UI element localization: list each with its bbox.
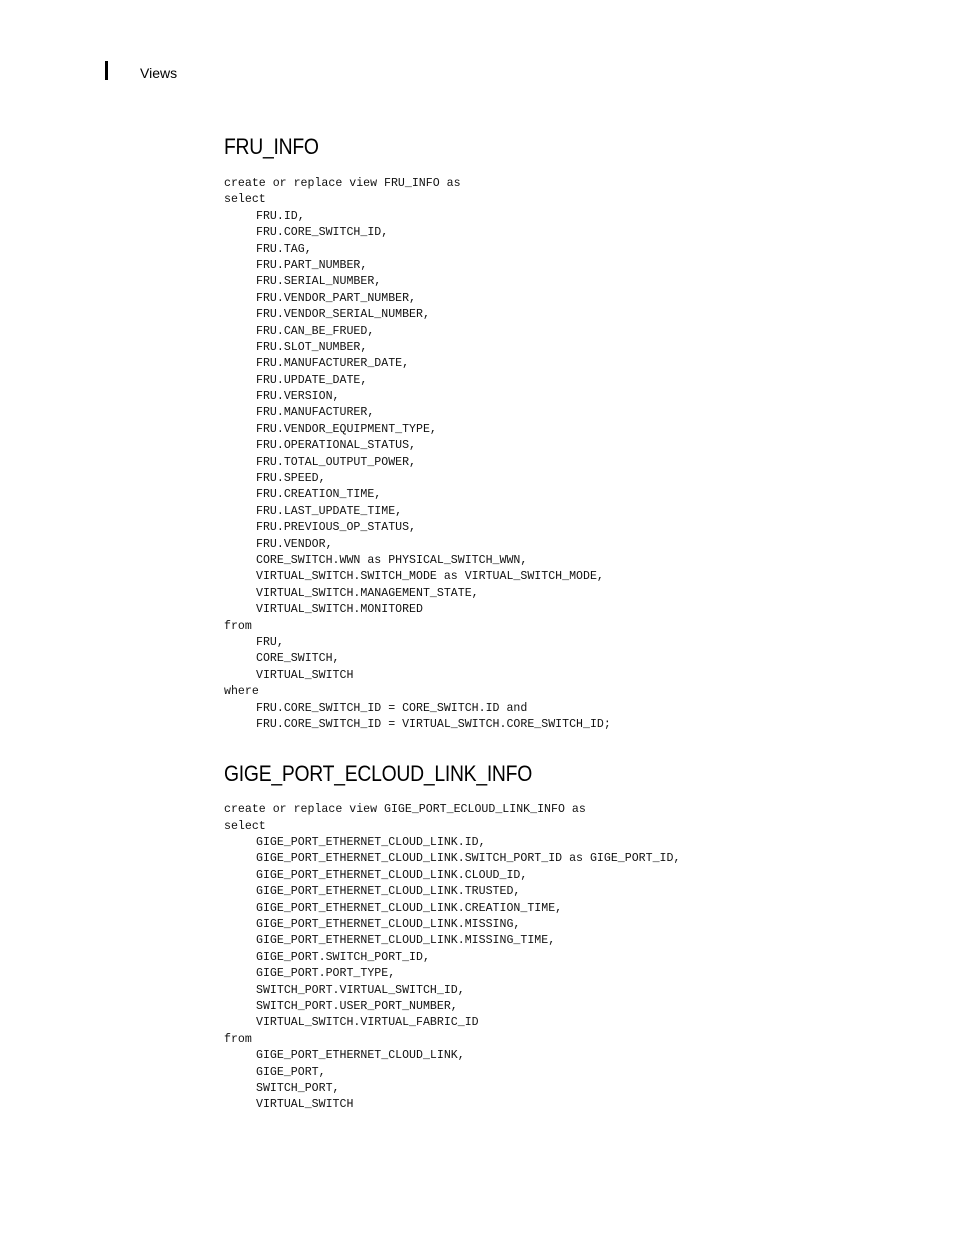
code-line: FRU.ID,	[256, 209, 305, 223]
code-line: FRU.PREVIOUS_OP_STATUS,	[256, 521, 417, 535]
code-line: SWITCH_PORT,	[256, 1081, 340, 1095]
code-line: FRU.CORE_SWITCH_ID = VIRTUAL_SWITCH.CORE_SWITCH_ID;	[256, 717, 611, 731]
code-line: GIGE_PORT_ETHERNET_CLOUD_LINK.MISSING_TIME,	[256, 934, 556, 948]
running-header: Views	[140, 65, 178, 81]
code-line: select	[224, 819, 266, 833]
code-line: FRU.SERIAL_NUMBER,	[256, 275, 382, 289]
code-line: FRU.CORE_SWITCH_ID,	[256, 226, 389, 240]
code-line: GIGE_PORT_ETHERNET_CLOUD_LINK.CLOUD_ID,	[256, 868, 528, 882]
code-line: FRU.TAG,	[256, 242, 312, 256]
code-line: FRU.CAN_BE_FRUED,	[256, 324, 375, 338]
code-line: from	[224, 619, 252, 633]
section-gige-port-ecloud-link-info	[224, 759, 924, 1113]
code-line: FRU.VENDOR_SERIAL_NUMBER,	[256, 308, 430, 322]
sql-code-block	[224, 176, 924, 733]
code-line: VIRTUAL_SWITCH.SWITCH_MODE as VIRTUAL_SWITCH_MODE,	[256, 570, 604, 584]
code-line: GIGE_PORT.SWITCH_PORT_ID,	[256, 950, 430, 964]
code-line: VIRTUAL_SWITCH.MANAGEMENT_STATE,	[256, 586, 479, 600]
code-line: GIGE_PORT,	[256, 1065, 326, 1079]
code-line: FRU.UPDATE_DATE,	[256, 373, 368, 387]
section-fru-info	[224, 132, 924, 733]
code-line: create or replace view FRU_INFO as	[224, 177, 461, 190]
code-line: from	[224, 1032, 252, 1046]
code-line: FRU.VERSION,	[256, 390, 340, 404]
code-line: GIGE_PORT_ETHERNET_CLOUD_LINK.TRUSTED,	[256, 885, 521, 899]
code-line: VIRTUAL_SWITCH	[256, 668, 354, 682]
code-line: GIGE_PORT_ETHERNET_CLOUD_LINK.ID,	[256, 836, 486, 850]
code-line: FRU.SPEED,	[256, 472, 326, 486]
code-line: FRU.CORE_SWITCH_ID = CORE_SWITCH.ID and	[256, 701, 528, 715]
page-content	[224, 132, 924, 1114]
code-line: GIGE_PORT_ETHERNET_CLOUD_LINK.SWITCH_PORT_ID as GIGE_PORT_ID,	[256, 852, 681, 866]
header-rule	[105, 61, 108, 80]
code-line: FRU.VENDOR,	[256, 537, 333, 551]
code-line: VIRTUAL_SWITCH.MONITORED	[256, 603, 423, 617]
code-line: GIGE_PORT_ETHERNET_CLOUD_LINK,	[256, 1049, 465, 1063]
code-line: FRU.VENDOR_PART_NUMBER,	[256, 291, 417, 305]
code-line: select	[224, 193, 266, 207]
code-line: VIRTUAL_SWITCH	[256, 1098, 354, 1112]
code-line: SWITCH_PORT.USER_PORT_NUMBER,	[256, 999, 458, 1013]
code-line: FRU.PART_NUMBER,	[256, 258, 368, 272]
section-title: GIGE_PORT_ECLOUD_LINK_INFO	[224, 761, 533, 787]
code-line: FRU,	[256, 635, 284, 649]
code-line: create or replace view GIGE_PORT_ECLOUD_LINK_INFO as	[224, 803, 586, 817]
code-line: FRU.MANUFACTURER_DATE,	[256, 357, 410, 371]
code-line: GIGE_PORT.PORT_TYPE,	[256, 967, 396, 981]
code-line: CORE_SWITCH.WWN as PHYSICAL_SWITCH_WWN,	[256, 553, 528, 567]
code-line: FRU.CREATION_TIME,	[256, 488, 382, 502]
code-line: FRU.OPERATIONAL_STATUS,	[256, 439, 417, 453]
code-line: SWITCH_PORT.VIRTUAL_SWITCH_ID,	[256, 983, 465, 997]
code-line: GIGE_PORT_ETHERNET_CLOUD_LINK.MISSING,	[256, 918, 521, 932]
code-line: FRU.LAST_UPDATE_TIME,	[256, 504, 403, 518]
code-line: FRU.TOTAL_OUTPUT_POWER,	[256, 455, 417, 469]
code-line: CORE_SWITCH,	[256, 652, 340, 666]
code-line: FRU.MANUFACTURER,	[256, 406, 375, 420]
section-title: FRU_INFO	[224, 134, 319, 159]
code-line: FRU.VENDOR_EQUIPMENT_TYPE,	[256, 422, 437, 436]
code-line: where	[224, 685, 259, 699]
code-line: VIRTUAL_SWITCH.VIRTUAL_FABRIC_ID	[256, 1016, 479, 1030]
code-line: FRU.SLOT_NUMBER,	[256, 340, 368, 354]
sql-code-block	[224, 802, 924, 1113]
code-line: GIGE_PORT_ETHERNET_CLOUD_LINK.CREATION_TIME,	[256, 901, 563, 915]
